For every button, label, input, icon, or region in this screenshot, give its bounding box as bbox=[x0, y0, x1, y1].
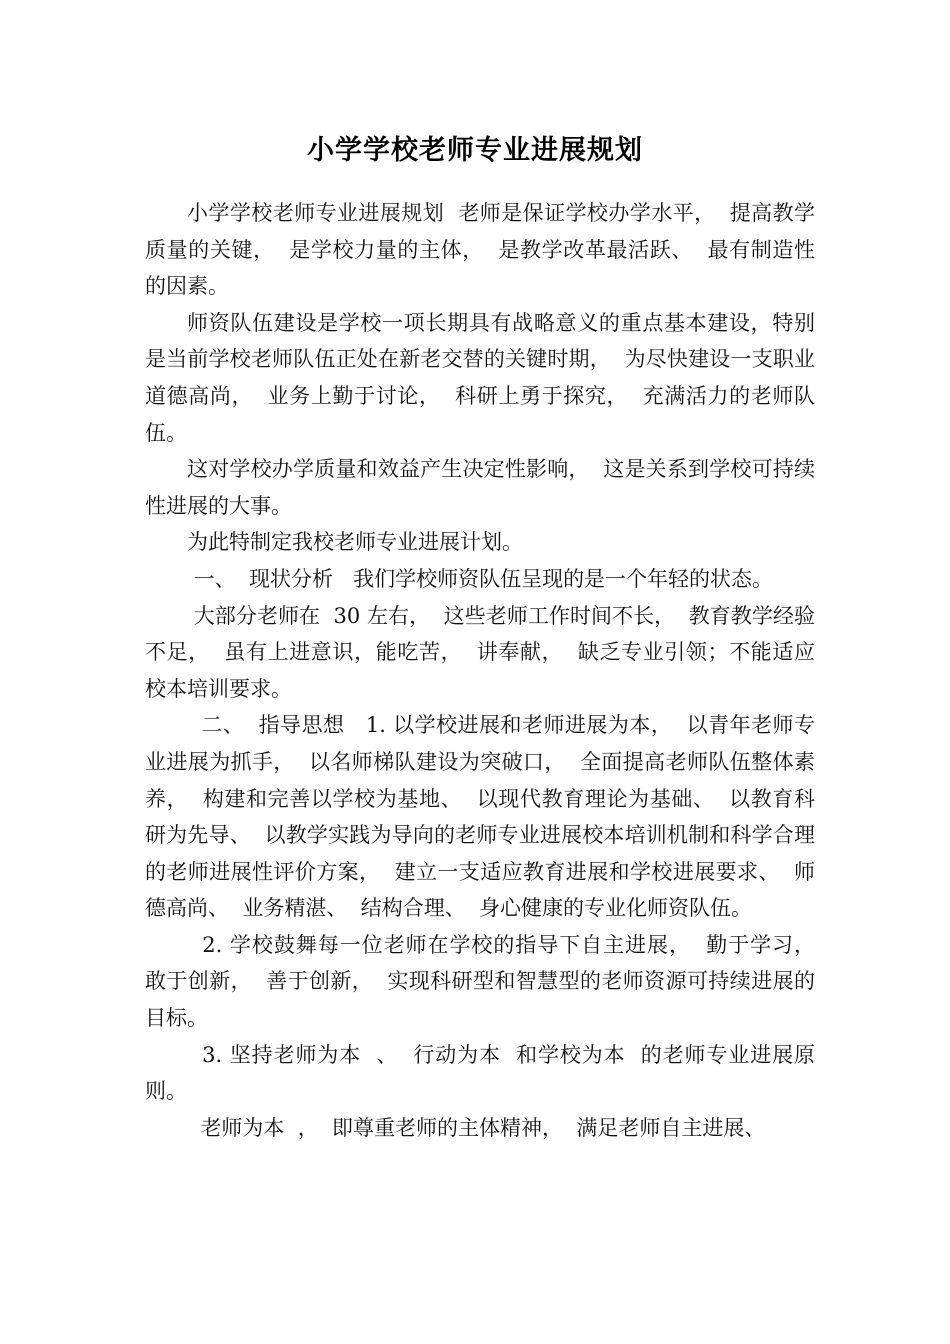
paragraph-2: 师资队伍建设是学校一项长期具有战略意义的重点基本建设，特别是当前学校老师队伍正处在新老交替的关键时期， 为尽快建设一支职业道德高尚， 业务上勤于讨论， 科研上勇于探究， 充满活力的老师队伍。 bbox=[145, 310, 815, 445]
paragraph-10: 老师为本 ， 即尊重老师的主体精神， 满足老师自主进展、 bbox=[187, 1115, 766, 1140]
document-body bbox=[145, 195, 829, 1146]
paragraph-7: 二、 指导思想 1. 以学校进展和老师进展为本， 以青年老师专业进展为抓手， 以名师梯队建设为突破口， 全面提高老师队伍整体素养， 构建和完善以学校为基地、 以现代教育理论为基础、 以教育科研为先导、 以教学实践为导向的老师专业进展校本培训机制和科学合理的老师进展性评价方案， 建立一支适应教育进展和学校进展要求、 师德高尚、 业务精湛、 结构合理、 身心健康的专业化师资队伍。 bbox=[145, 713, 815, 921]
paragraph-5: 一、 现状分析 我们学校师资队伍呈现的是一个年轻的状态。 bbox=[187, 566, 774, 591]
paragraph-8: 2. 学校鼓舞每一位老师在学校的指导下自主进展， 勤于学习， 敢于创新， 善于创新， 实现科研型和智慧型的老师资源可持续进展的目标。 bbox=[145, 932, 829, 1031]
paragraph-1: 小学学校老师专业进展规划 老师是保证学校办学水平， 提高教学质量的关键， 是学校力量的主体， 是教学改革最活跃、 最有制造性的因素。 bbox=[145, 201, 815, 299]
paragraph-6: 大部分老师在 30 左右， 这些老师工作时间不长， 教育教学经验不足， 虽有上进意识，能吃苦， 讲奉献， 缺乏专业引领；不能适应校本培训要求。 bbox=[145, 603, 815, 701]
document-title: 小学学校老师专业进展规划 bbox=[307, 135, 643, 166]
paragraph-4: 为此特制定我校老师专业进展计划。 bbox=[187, 530, 523, 555]
paragraph-9: 3. 坚持老师为本 、 行动为本 和学校为本 的老师专业进展原则。 bbox=[145, 1042, 815, 1104]
paragraph-3: 这对学校办学质量和效益产生决定性影响， 这是关系到学校可持续性进展的大事。 bbox=[145, 457, 815, 518]
